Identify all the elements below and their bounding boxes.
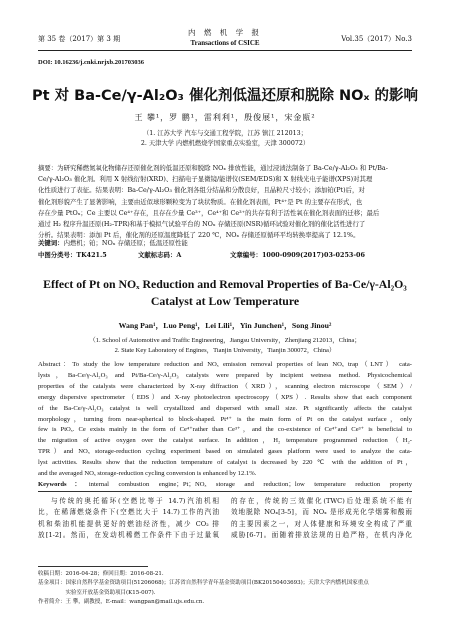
- abstract-en-line: few is PtOₓ. Ce exists mainly in the form of Ce⁴⁺rather than Ce³⁺，and the co-existence of Ce⁴⁺and Ce³⁺ is beneficial to: [38, 426, 412, 434]
- keywords-cn: [38, 238, 188, 247]
- keywords-en-text: internal combustion engine；Pt；NOₓ storage and reduction；low temperature reduction property: [88, 480, 412, 488]
- abstract-en-line: properties of the catalysts were characterized by X-ray diffraction（XRD），scanning electron microscope（SEM）/: [38, 382, 412, 390]
- body-line: 机和柴油机能提供更好的燃油经济性，减少 CO₂ 排: [38, 519, 219, 528]
- section-divider: [38, 491, 412, 492]
- keywords-en-label: Keywords：: [38, 480, 89, 488]
- abstract-en-line: energy dispersive spectrometer（EDS）and X-ray photoelectron spectroscopy（XPS）. Results show that each component: [38, 393, 412, 401]
- document-code: 文献标志码：A: [138, 251, 182, 259]
- abstract-en-line: Abstract：To study the low temperature reduction and NOₓ emission removal properties of lean NOₓ trap（LNT） cata-: [38, 361, 412, 368]
- affiliation-cn-1: （1. 江苏大学 汽车与交通工程学院，江苏 镇江 212013；: [143, 130, 307, 137]
- keywords-cn-text: 内燃机；铂；NOₓ 存储还原；低温还原性能: [63, 239, 188, 247]
- footnote-divider: [38, 566, 148, 567]
- abstract-en-line: and the averaged NOₓ storage-reduction cycling conversion is enhanced by 12.1%.: [38, 470, 257, 478]
- body-column-right: [231, 496, 412, 541]
- journal-title-en: Transactions of CSICE: [190, 39, 260, 47]
- title-cn: Pt 对 Ba-Ce/γ-Al₂O₃ 催化剂低温还原和脱除 NOₓ 的影响: [32, 88, 418, 104]
- keywords-en: [38, 480, 412, 491]
- footnotes: [38, 570, 412, 607]
- body-line: 的存在，传统的三效催化(TWC)后处理系统不能有: [231, 497, 412, 505]
- footnote-author: 作者简介：王 攀，副教授，E-mail：wangpan@mail.ujs.edu.cn.: [38, 598, 205, 605]
- body-line: 威胁[6-7]。面随着排放法规的日趋严格，在机内净化: [231, 530, 412, 539]
- abstract-en-line: morphology，turning from near-spherical to block-shaped. Pt⁴⁺ is the main form of Pt on the catalyst surface，only: [38, 415, 412, 423]
- abstract-en-line: lyst activities. Results show that the reduction temperature of catalyst is decreased by 220 ℃ with the addition of Pt，: [38, 459, 412, 467]
- title-en-line-2: Catalyst at Low Temperature: [150, 294, 300, 308]
- volume-issue-en: Vol.35（2017）No.3: [341, 35, 412, 43]
- keywords-cn-label: 关键词：: [38, 239, 64, 247]
- clc-number: 中图分类号：TK421.5: [38, 251, 107, 259]
- body-line: 的主要因素之一，对人体健康和环境安全构成了严重: [231, 519, 412, 528]
- footnote-funding-cont: 实验室开放基金资助项目(K15-007).: [38, 589, 156, 596]
- abstract-cn-line: 摘要：为研究稀燃氮氧化物储存还原催化剂的低温还原和脱除 NOₓ 排放性能，通过浸渍法制备了 Ba-Ce/γ-Al₂O₃ 和 Pt/Ba-: [38, 164, 388, 172]
- authors-cn: 王 攀¹，罗 鹏¹，雷利利¹，殷俊展¹，宋金瓯²: [134, 113, 316, 122]
- authors-en: Wang Pan¹，Luo Peng¹，Lei Lili¹，Yin Junchen¹，Song Jinou²: [118, 321, 332, 330]
- abstract-cn-line: Ce/γ-Al₂O₃ 催化剂。利用 X 射线衍射(XRD)、扫描电子显微镜/能谱仪(SEM/EDS)和 X 射线光电子能谱(XPS)对其理: [38, 175, 373, 184]
- affiliation-en-2: 2. State Key Laboratory of Engines，Tianjin University，Tianjin 300072，China）: [114, 347, 336, 354]
- title-en-line-1: Effect of Pt on NOₓ Reduction and Removal Properties of Ba-Ce/γ-Al₂O₃: [43, 277, 407, 291]
- doi[interactable]: DOI: 10.16236/j.cnki.nrjxb.201703036: [38, 59, 144, 66]
- abstract-en-line: lysts，Ba-Ce/γ-Al₂O₃ and Pt/Ba-Ce/γ-Al₂O₃ catalysts were prepared by incipient wetness method. Physicochemical: [38, 371, 412, 379]
- abstract-cn-line: 通过 H₂ 程序升温还原(H₂-TPR)和基于模拟气试验平台的 NOₓ 存储还原(NSR)循环试验对催化剂的催化活性进行了: [38, 220, 366, 229]
- abstract-cn: [38, 163, 412, 241]
- running-header: [38, 26, 412, 51]
- abstract-cn-line: 化性质进行了表征。结果表明：Ba-Ce/γ-Al₂O₃ 催化剂各组分结晶和分散良好，且晶粒尺寸较小；添加铂(Pt)后，对: [38, 186, 365, 195]
- footnote-received: 收稿日期：2016-04-28；修回日期：2016-08-21.: [38, 571, 164, 577]
- body-line: 效地脱除 NOₓ[3-5]，而 NOₓ 是形成光化学烟雾和酸雨: [231, 508, 412, 517]
- abstract-en-line: of the Ba-Ce/γ-Al₂O₃ catalyst is well crystallized and dispersed with small size. Pt significantly affects the catalyst: [38, 404, 412, 412]
- volume-issue-cn: 第 35 卷（2017）第 3 期: [38, 35, 121, 43]
- body-line: 与传统的奥托循环(空燃比等于 14.7)汽油机相: [51, 497, 219, 505]
- abstract-cn-line: 催化剂形貌产生了显著影响，主要由近似球形颗粒变为了块状物质。在催化剂表面，Pt⁴⁺是 Pt 的主要存在形式，也: [38, 197, 363, 206]
- article-number: 文章编号：1000-0909(2017)03-0253-06: [230, 251, 365, 259]
- body-line: 比，在稀薄燃烧条件下(空燃比大于 14.7)工作的汽油: [38, 508, 219, 517]
- affiliation-en-1: （1. School of Automotive and Traffic Engineering，Jiangsu University，Zhenjiang 212013，China；: [89, 337, 361, 344]
- affiliation-cn-2: 2. 天津大学 内燃机燃烧学国家重点实验室，天津 300072）: [140, 140, 310, 147]
- abstract-en: [38, 360, 412, 491]
- abstract-en-line: TPR）and NOₓ storage-reduction cycling experiment based on simulated gases platform were used to analyze the cata-: [38, 448, 412, 456]
- body-column-left: [38, 496, 219, 541]
- journal-title-cn: 内 燃 机 学 报: [187, 28, 263, 37]
- body-line: 放[1-2]。然而，在发动机稀燃工作条件下由于过量氧: [38, 530, 219, 539]
- title-en: [0, 276, 450, 310]
- abstract-cn-line: 存在少量 PtOₓ；Ce 主要以 Ce⁴⁺存在，且存在少量 Ce³⁺，Ce⁴⁺和 Ce³⁺的共存有利于活性氧在催化剂表面的迁移；最后: [38, 208, 380, 217]
- footnote-funding: 基金项目：国家自然科学基金资助项目(51206068)；江苏省自然科学青年基金资助项目(BK20150403693)；天津大学内燃机国家重点: [38, 580, 369, 587]
- abstract-en-line: the migration of active oxygen over the catalyst surface. In addition，H₂ temperature programmed reduction（H₂-: [38, 437, 412, 445]
- abstract-cn-line: 分析。结果表明：添加 Pt 后，催化剂的还原温度降低了 220 ℃，NOₓ 存储还原循环平均转换率提高了 12.1%。: [38, 231, 360, 240]
